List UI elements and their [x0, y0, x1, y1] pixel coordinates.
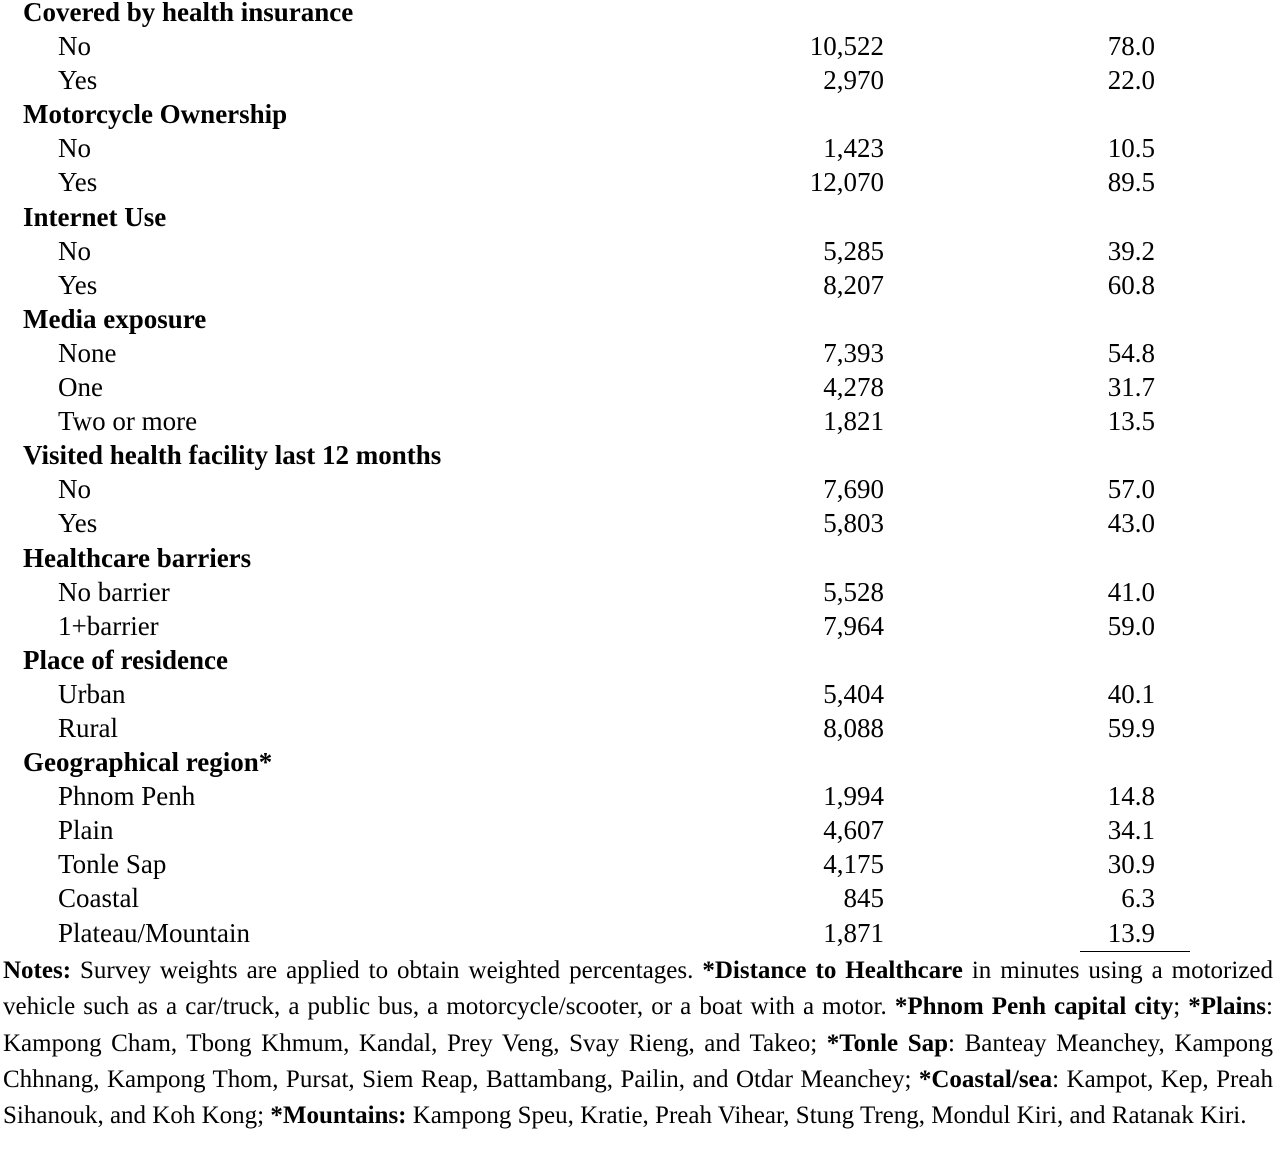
category-heading: Motorcycle Ownership [23, 99, 288, 130]
percent-cell: 59.9 [1107, 712, 1155, 743]
row-label: None [58, 337, 117, 368]
category-heading: Geographical region* [23, 747, 273, 778]
table-row [0, 268, 1280, 302]
table-row [0, 336, 1280, 370]
count-cell: 1,994 [823, 781, 884, 812]
category-heading: Media exposure [23, 303, 207, 334]
table-row [0, 847, 1280, 881]
count-cell: 7,393 [823, 337, 884, 368]
table-row [0, 813, 1280, 847]
row-label: No [58, 133, 91, 164]
notes-term-mountains: *Mountains: [270, 1102, 407, 1130]
category-heading: Covered by health insurance [23, 0, 354, 27]
row-label: Tonle Sap [58, 849, 167, 880]
row-label: No [58, 474, 91, 505]
row-label: Coastal [58, 883, 139, 914]
notes-term-distance: *Distance to Healthcare [702, 957, 963, 984]
notes-text: : Banteay Meanchey, Kampong Chhnang, Kampong Thom, Pursat, Siem Reap, Battambang, Pailin, and Otdar Meanchey; [3, 1029, 1273, 1093]
percent-cell: 31.7 [1107, 372, 1155, 403]
table-row [0, 472, 1280, 506]
percent-cell: 22.0 [1107, 65, 1155, 96]
count-cell: 5,285 [823, 235, 884, 266]
notes-text: Kampong Speu, Kratie, Preah Vihear, Stung Treng, Mondul Kiri, and Ratanak Kiri. [406, 1102, 1247, 1130]
percent-cell: 43.0 [1107, 508, 1155, 539]
count-cell: 4,278 [823, 372, 884, 403]
row-label: No [58, 235, 91, 266]
count-cell: 7,964 [823, 610, 884, 641]
count-cell: 2,970 [823, 65, 884, 96]
table-row [0, 404, 1280, 438]
category-heading: Visited health facility last 12 months [23, 440, 442, 471]
notes-term-tonle-sap: *Tonle Sap [826, 1029, 949, 1057]
row-label: Yes [58, 508, 98, 539]
count-cell: 8,088 [823, 712, 884, 743]
percent-cell: 59.0 [1107, 610, 1155, 641]
row-label: Rural [58, 712, 118, 743]
row-label: Yes [58, 167, 98, 198]
table-row [0, 131, 1280, 165]
row-label: Urban [58, 678, 126, 709]
table-row [0, 711, 1280, 745]
table-row [0, 916, 1280, 950]
table-row [0, 63, 1280, 97]
count-cell: 4,607 [823, 815, 884, 846]
percent-cell: 41.0 [1107, 576, 1155, 607]
table-row [0, 609, 1280, 643]
category-heading: Internet Use [23, 201, 167, 232]
notes-text: Survey weights are applied to obtain weighted percentages. [71, 957, 703, 984]
percent-cell: 39.2 [1107, 235, 1155, 266]
row-label: Yes [58, 269, 98, 300]
table-row [0, 29, 1280, 63]
percent-cell: 89.5 [1107, 167, 1155, 198]
row-label: Phnom Penh [58, 781, 196, 812]
count-cell: 1,821 [823, 406, 884, 437]
category-heading: Healthcare barriers [23, 542, 252, 573]
count-cell: 1,871 [823, 917, 884, 948]
count-cell: 7,690 [823, 474, 884, 505]
row-label: Yes [58, 65, 98, 96]
notes-term-coastal: *Coastal/sea [918, 1065, 1053, 1093]
count-cell: 4,175 [823, 849, 884, 880]
percent-cell: 78.0 [1107, 31, 1155, 62]
table-bottom-rule [1080, 951, 1190, 952]
notes-label: Notes: [3, 957, 72, 984]
notes-text: : Kampong Cham, Tbong Khmum, Kandal, Prey Veng, Svay Rieng, and Takeo; [3, 993, 1273, 1057]
percent-cell: 34.1 [1107, 815, 1155, 846]
percent-cell: 14.8 [1107, 781, 1155, 812]
percent-cell: 6.3 [1121, 883, 1155, 914]
table-row [0, 165, 1280, 199]
table-row [0, 677, 1280, 711]
count-cell: 845 [843, 883, 884, 914]
row-label: One [58, 372, 103, 403]
notes-text: in minutes using a motorized vehicle such as a car/truck, a public bus, a motorcycle/scooter, or a boat with a motor. [3, 957, 1273, 1021]
percent-cell: 30.9 [1107, 849, 1155, 880]
table-row [0, 506, 1280, 540]
notes-text: : Kampot, Kep, Preah Sihanouk, and Koh Kong; [3, 1065, 1274, 1130]
category-heading: Place of residence [23, 644, 228, 675]
percent-cell: 13.5 [1107, 406, 1155, 437]
row-label: 1+barrier [58, 610, 159, 641]
table-row [0, 575, 1280, 609]
count-cell: 12,070 [809, 167, 884, 198]
percent-cell: 10.5 [1107, 133, 1155, 164]
count-cell: 5,528 [823, 576, 884, 607]
table-row [0, 881, 1280, 915]
percent-cell: 54.8 [1107, 337, 1155, 368]
row-label: No barrier [58, 576, 170, 607]
percent-cell: 57.0 [1107, 474, 1155, 505]
row-label: Plain [58, 815, 114, 846]
notes-term-plains: *Plains [1188, 993, 1267, 1021]
count-cell: 10,522 [809, 31, 884, 62]
table-row [0, 779, 1280, 813]
row-label: Plateau/Mountain [58, 917, 250, 948]
percent-cell: 60.8 [1107, 269, 1155, 300]
notes-term-phnom-penh: *Phnom Penh capital city [894, 993, 1174, 1021]
count-cell: 5,404 [823, 678, 884, 709]
count-cell: 1,423 [823, 133, 884, 164]
row-label: No [58, 31, 91, 62]
notes-text: ; [1173, 993, 1189, 1021]
table-notes [3, 953, 1273, 1134]
percent-cell: 40.1 [1107, 678, 1155, 709]
count-cell: 8,207 [823, 269, 884, 300]
table-row [0, 234, 1280, 268]
table-row [0, 370, 1280, 404]
percent-cell: 13.9 [1107, 917, 1155, 948]
count-cell: 5,803 [823, 508, 884, 539]
row-label: Two or more [58, 406, 198, 437]
